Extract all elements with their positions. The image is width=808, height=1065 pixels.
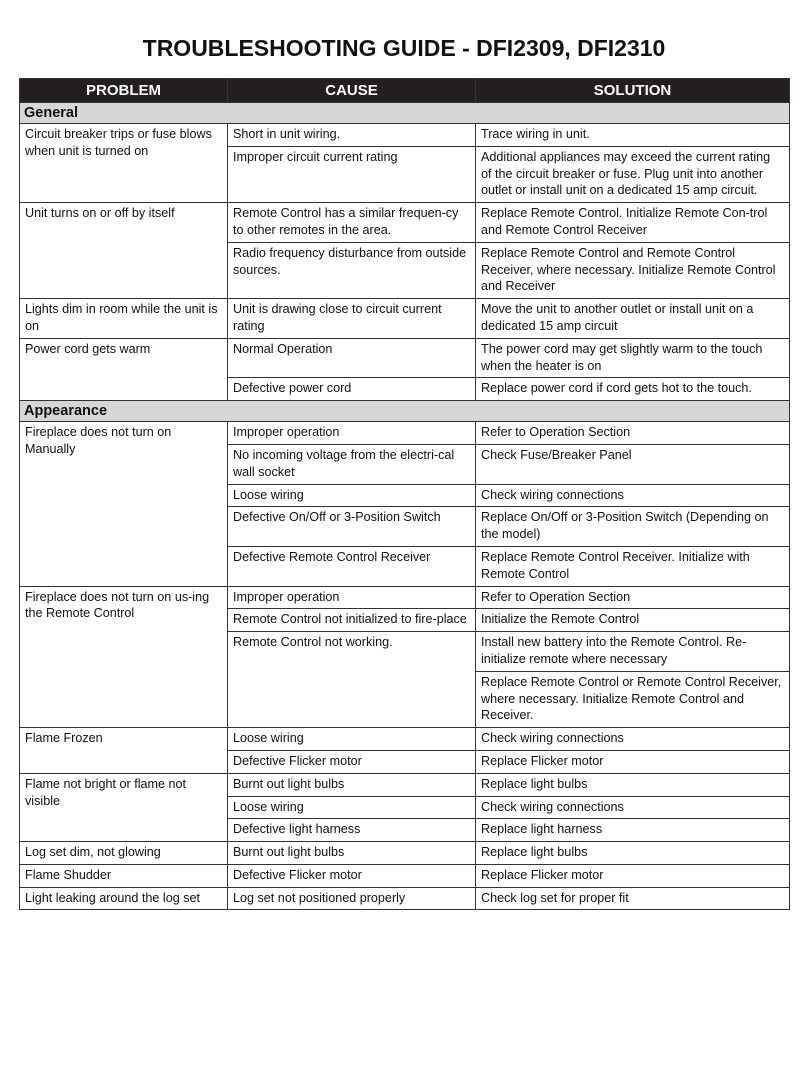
problem-cell: Power cord gets warm [20,338,228,400]
solution-cell: Initialize the Remote Control [476,609,790,632]
solution-cell: Additional appliances may exceed the current rating of the circuit breaker or fuse. Plug unit into another outlet or install unit on a dedicated 15 amp circuit. [476,146,790,202]
section-label: Appearance [20,401,790,422]
cause-cell: No incoming voltage from the electri-cal wall socket [228,444,476,484]
section-row [20,401,790,422]
cause-cell: Normal Operation [228,338,476,378]
header-problem: PROBLEM [20,79,228,103]
cause-cell: Remote Control not working. [228,632,476,728]
table-body [20,103,790,910]
problem-cell: Flame Frozen [20,728,228,774]
cause-cell: Remote Control has a similar frequen-cy to other remotes in the area. [228,203,476,243]
solution-cell: Replace Remote Control and Remote Control Receiver, where necessary. Initialize Remote Control and Receiver [476,242,790,298]
solution-cell: Install new battery into the Remote Control. Re-initialize remote where necessary [476,632,790,672]
cause-cell: Burnt out light bulbs [228,773,476,796]
cause-cell: Log set not positioned properly [228,887,476,910]
section-row [20,103,790,124]
solution-cell: Replace Flicker motor [476,864,790,887]
solution-cell: Refer to Operation Section [476,586,790,609]
problem-cell: Lights dim in room while the unit is on [20,299,228,339]
table-row [20,338,790,378]
table-row [20,124,790,147]
solution-cell: Check wiring connections [476,728,790,751]
table-row [20,842,790,865]
table-row [20,299,790,339]
cause-cell: Improper operation [228,422,476,445]
cause-cell: Loose wiring [228,484,476,507]
solution-cell: Replace power cord if cord gets hot to the touch. [476,378,790,401]
troubleshooting-table [19,78,790,910]
cause-cell: Defective power cord [228,378,476,401]
table-row [20,773,790,796]
solution-cell: The power cord may get slightly warm to the touch when the heater is on [476,338,790,378]
cause-cell: Short in unit wiring. [228,124,476,147]
cause-cell: Defective light harness [228,819,476,842]
solution-cell: Move the unit to another outlet or install unit on a dedicated 15 amp circuit [476,299,790,339]
solution-cell: Replace light harness [476,819,790,842]
table-row [20,422,790,445]
solution-cell: Replace Flicker motor [476,750,790,773]
header-solution: SOLUTION [476,79,790,103]
problem-cell: Unit turns on or off by itself [20,203,228,299]
table-row [20,728,790,751]
problem-cell: Flame not bright or flame not visible [20,773,228,841]
cause-cell: Radio frequency disturbance from outside sources. [228,242,476,298]
table-row [20,203,790,243]
header-row [20,79,790,103]
solution-cell: Replace Remote Control or Remote Control Receiver, where necessary. Initialize Remote Control and Receiver. [476,671,790,727]
solution-cell: Replace Remote Control. Initialize Remote Con-trol and Remote Control Receiver [476,203,790,243]
solution-cell: Replace light bulbs [476,842,790,865]
problem-cell: Light leaking around the log set [20,887,228,910]
solution-cell: Trace wiring in unit. [476,124,790,147]
section-label: General [20,103,790,124]
cause-cell: Defective Remote Control Receiver [228,546,476,586]
page-title: TROUBLESHOOTING GUIDE - DFI2309, DFI2310 [142,35,666,61]
cause-cell: Loose wiring [228,728,476,751]
cause-cell: Improper circuit current rating [228,146,476,202]
header-cause: CAUSE [228,79,476,103]
cause-cell: Defective On/Off or 3-Position Switch [228,507,476,547]
cause-cell: Defective Flicker motor [228,750,476,773]
solution-cell: Refer to Operation Section [476,422,790,445]
table-header [20,79,790,103]
solution-cell: Check wiring connections [476,484,790,507]
solution-cell: Check wiring connections [476,796,790,819]
solution-cell: Replace light bulbs [476,773,790,796]
cause-cell: Loose wiring [228,796,476,819]
solution-cell: Replace On/Off or 3-Position Switch (Depending on the model) [476,507,790,547]
cause-cell: Defective Flicker motor [228,864,476,887]
solution-cell: Replace Remote Control Receiver. Initialize with Remote Control [476,546,790,586]
problem-cell: Log set dim, not glowing [20,842,228,865]
solution-cell: Check log set for proper fit [476,887,790,910]
problem-cell: Fireplace does not turn on Manually [20,422,228,586]
cause-cell: Remote Control not initialized to fire-place [228,609,476,632]
cause-cell: Unit is drawing close to circuit current rating [228,299,476,339]
solution-cell: Check Fuse/Breaker Panel [476,444,790,484]
table-row [20,887,790,910]
table-row [20,864,790,887]
problem-cell: Fireplace does not turn on us-ing the Remote Control [20,586,228,728]
cause-cell: Burnt out light bulbs [228,842,476,865]
problem-cell: Circuit breaker trips or fuse blows when unit is turned on [20,124,228,203]
table-row [20,586,790,609]
problem-cell: Flame Shudder [20,864,228,887]
cause-cell: Improper operation [228,586,476,609]
